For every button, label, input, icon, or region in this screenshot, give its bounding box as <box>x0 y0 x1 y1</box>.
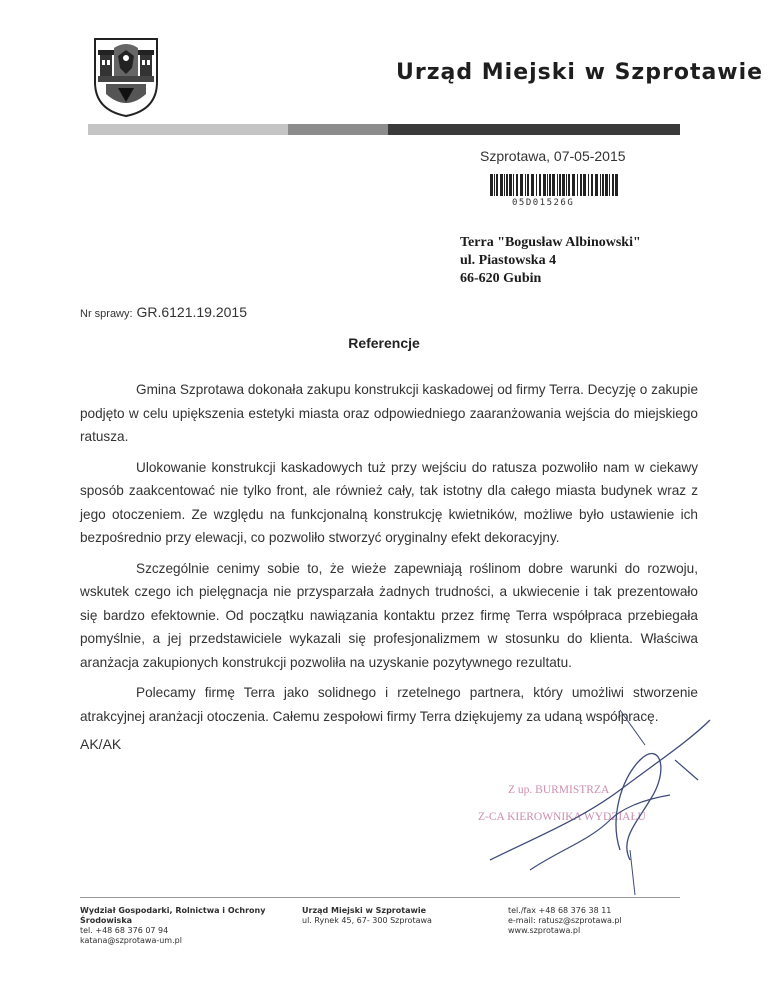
initials: AK/AK <box>80 736 122 752</box>
official-stamp <box>470 700 730 900</box>
footer-text: tel./fax +48 68 376 38 11 <box>508 906 612 915</box>
barcode-number: 05D01526G <box>512 198 575 208</box>
footer-office <box>302 906 432 926</box>
paragraph: Ulokowanie konstrukcji kaskadowych tuż przy wejściu do ratusza pozwoliło nam w ciekawy sposób zaakcentować nie tylko front, ale również cały, tak istotny dla całego miasta budynek wraz z jego otoczeniem. Ze względu na funkcjonalną konstrukcję kwietników, możliwe było ustawienie ich bezpośrednio przy elewacji, co pozwoliło stworzyć oryginalny efekt dekoracyjny. <box>80 459 698 545</box>
signature-icon <box>470 700 730 900</box>
footer-text: e-mail: ratusz@szprotawa.pl <box>508 916 622 925</box>
footer-text: Urząd Miejski w Szprotawie <box>302 906 427 915</box>
stamp-line: Z-CA KIEROWNIKA WYDZIAŁU <box>478 811 646 823</box>
recipient-name: Terra "Bogusław Albinowski" <box>460 235 641 250</box>
document-title: Referencje <box>348 335 420 351</box>
footer-text: ul. Rynek 45, 67- 300 Szprotawa <box>302 916 432 925</box>
paragraph: Szczególnie cenimy sobie to, że wieże zapewniają roślinom dobre warunki do rozwoju, wskutek czego ich pielęgnacja nie przysparzała żadnych trudności, a ukwiecenie i tak prezentowało się bardzo efektownie. Od początku nawiązania kontaktu przez firmę Terra współpraca przebiegała pomyślnie, a jej przedstawiciele wykazali się profesjonalizmem w stosunku do klienta. Właściwa aranżacja zakupionych konstrukcji pozwoliła na uzyskanie pozytywnego rezultatu. <box>80 560 698 670</box>
footer-contact <box>508 906 622 936</box>
office-title: Urząd Miejski w Szprotawie <box>396 60 764 85</box>
footer-text: www.szprotawa.pl <box>508 926 581 935</box>
recipient-address <box>460 234 641 288</box>
footer-department <box>80 906 265 946</box>
place-date: Szprotawa, 07-05-2015 <box>480 148 626 164</box>
recipient-street: ul. Piastowska 4 <box>460 253 557 268</box>
case-number <box>80 304 247 320</box>
paragraph: Gmina Szprotawa dokonała zakupu konstrukcji kaskadowej od firmy Terra. Decyzję o zakupie podjęto w celu upiększenia estetyki miasta oraz odpowiedniego zaaranżowania wejścia do miejskiego ratusza. <box>80 382 698 444</box>
coat-of-arms-icon <box>92 36 160 118</box>
footer-text: Środowiska <box>80 916 133 925</box>
paragraph: Polecamy firmę Terra jako solidnego i rzetelnego partnera, który umożliwi stworzenie atrakcyjnej aranżacji otoczenia. Całemu zespołowi firmy Terra dziękujemy za udaną współpracę. <box>80 685 698 724</box>
barcode-icon <box>490 174 620 196</box>
header-rule <box>88 124 680 135</box>
case-label: Nr sprawy: <box>80 308 133 320</box>
footer-text: katana@szprotawa-um.pl <box>80 936 182 945</box>
footer-text: tel. +48 68 376 07 94 <box>80 926 169 935</box>
footer-rule <box>80 897 680 898</box>
footer-text: Wydział Gospodarki, Rolnictwa i Ochrony <box>80 906 266 915</box>
case-value: GR.6121.19.2015 <box>136 304 247 320</box>
stamp-line: Z up. BURMISTRZA <box>508 784 610 796</box>
letter-body <box>80 378 698 735</box>
recipient-city: 66-620 Gubin <box>460 271 542 286</box>
